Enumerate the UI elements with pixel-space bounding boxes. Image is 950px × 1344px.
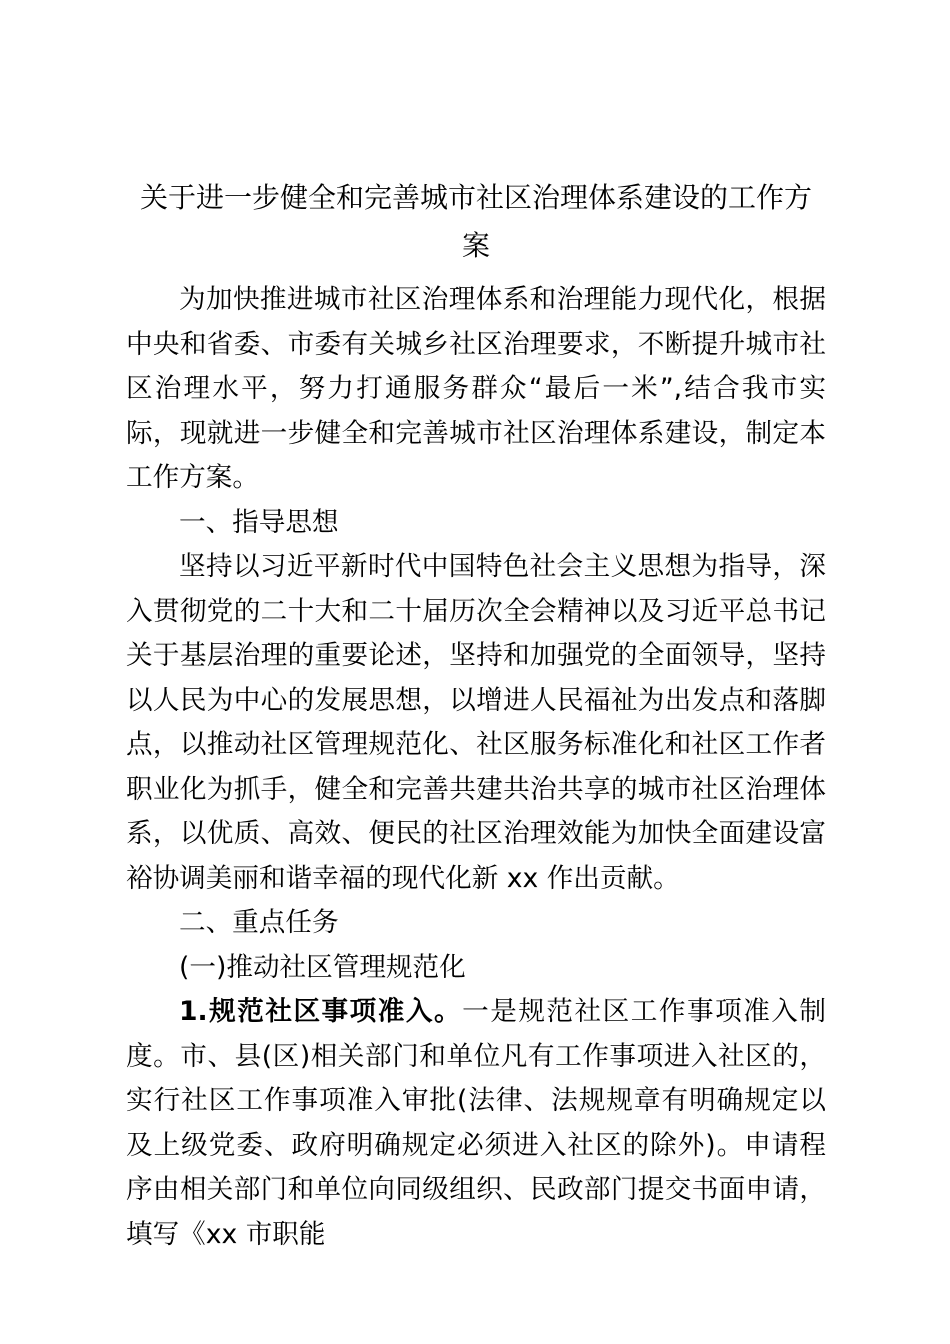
guiding-ideology-paragraph: 坚持以习近平新时代中国特色社会主义思想为指导，深入贯彻党的二十大和二十届历次全会精神以及习近平总书记关于基层治理的重要论述，坚持和加强党的全面领导，坚持以人民为中心的发展思想，以增进人民福祉为出发点和落脚点，以推动社区管理规范化、社区服务标准化和社区工作者职业化为抓手，健全和完善共建共治共享的城市社区治理体系，以优质、高效、便民的社区治理效能为加快全面建设富裕协调美丽和谐幸福的现代化新 xx 作出贡献。 (126, 551, 826, 894)
section-heading-guiding-ideology: 一、指导思想 (179, 506, 339, 538)
title-line-1: 关于进一步健全和完善城市社区治理体系建设的工作方 (139, 181, 812, 214)
intro-paragraph: 为加快推进城市社区治理体系和治理能力现代化，根据中央和省委、市委有关城乡社区治理要求，不断提升城市社区治理水平，努力打通服务群众“最后一米”,结合我市实际，现就进一步健全和完善城市社区治理体系建设，制定本工作方案。 (126, 284, 826, 493)
item-1-body: 一是规范社区工作事项准入制度。市、县(区)相关部门和单位凡有工作事项进入社区的，实行社区工作事项准入审批(法律、法规规章有明确规定以及上级党委、政府明确规定必须进入社区的除外)。申请程序由相关部门和单位向同级组织、民政部门提交书面申请，填写《xx 市职能 (126, 996, 827, 1250)
section-heading-key-tasks: 二、重点任务 (179, 907, 339, 938)
subsection-heading-community-management: (一)推动社区管理规范化 (179, 951, 466, 983)
item-1-paragraph (126, 990, 826, 1257)
document-body (126, 278, 826, 1257)
item-1-title: 1.规范社区事项准入。 (179, 996, 463, 1027)
title-line-2: 案 (461, 229, 490, 262)
document-title (126, 180, 826, 264)
